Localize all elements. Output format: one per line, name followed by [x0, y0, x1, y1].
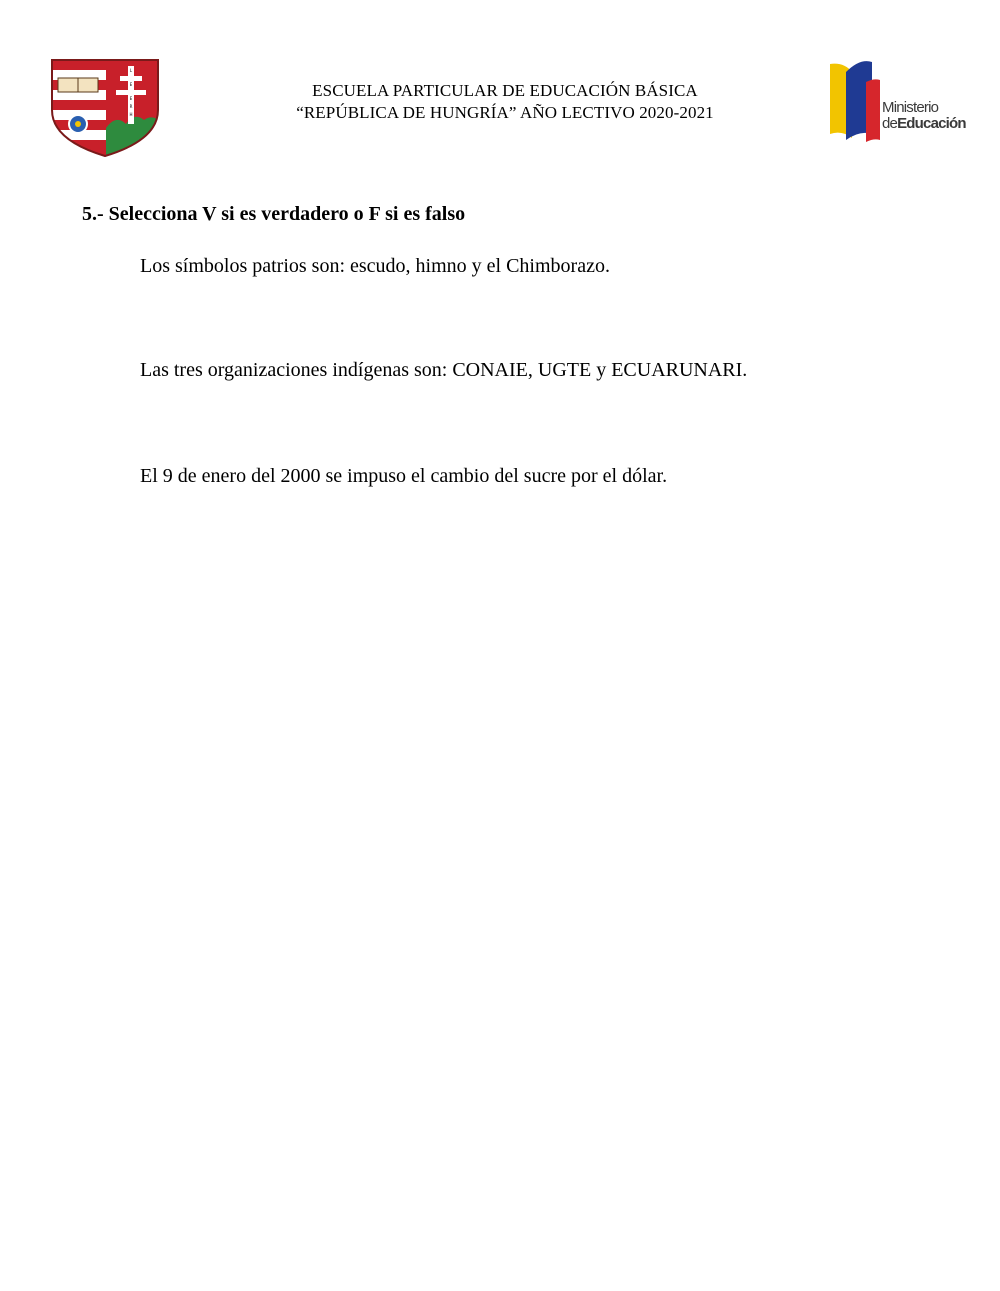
svg-text:H: H: [129, 112, 133, 117]
svg-text:E: E: [129, 96, 133, 101]
ministry-logo-prefix: de: [882, 115, 898, 132]
ministry-logo-icon: [826, 58, 966, 148]
page-header: [0, 0, 1000, 170]
exercise-title: 5.- Selecciona V si es verdadero o F si es falso: [82, 203, 466, 225]
svg-text:R: R: [129, 104, 133, 109]
school-name-line: ESCUELA PARTICULAR DE EDUCACIÓN BÁSICA: [312, 81, 698, 100]
ministry-logo-bold: Educación: [897, 115, 966, 132]
school-crest-icon: [50, 58, 162, 158]
ministry-logo-text: [882, 100, 966, 132]
school-year-line: “REPÚBLICA DE HUNGRÍA” AÑO LECTIVO 2020-2021: [296, 103, 714, 122]
svg-text:E: E: [129, 82, 133, 87]
statement-item: Los símbolos patrios son: escudo, himno y el Chimborazo.: [140, 255, 610, 277]
statement-item: El 9 de enero del 2000 se impuso el cambio del sucre por el dólar.: [140, 465, 668, 487]
statement-item: Las tres organizaciones indígenas son: CONAIE, UGTE y ECUARUNARI.: [140, 359, 748, 381]
ministry-logo-line2: [882, 116, 966, 132]
ministry-logo-line1: Ministerio: [882, 99, 939, 116]
svg-text:L: L: [129, 68, 133, 73]
school-header-text: [200, 80, 810, 124]
